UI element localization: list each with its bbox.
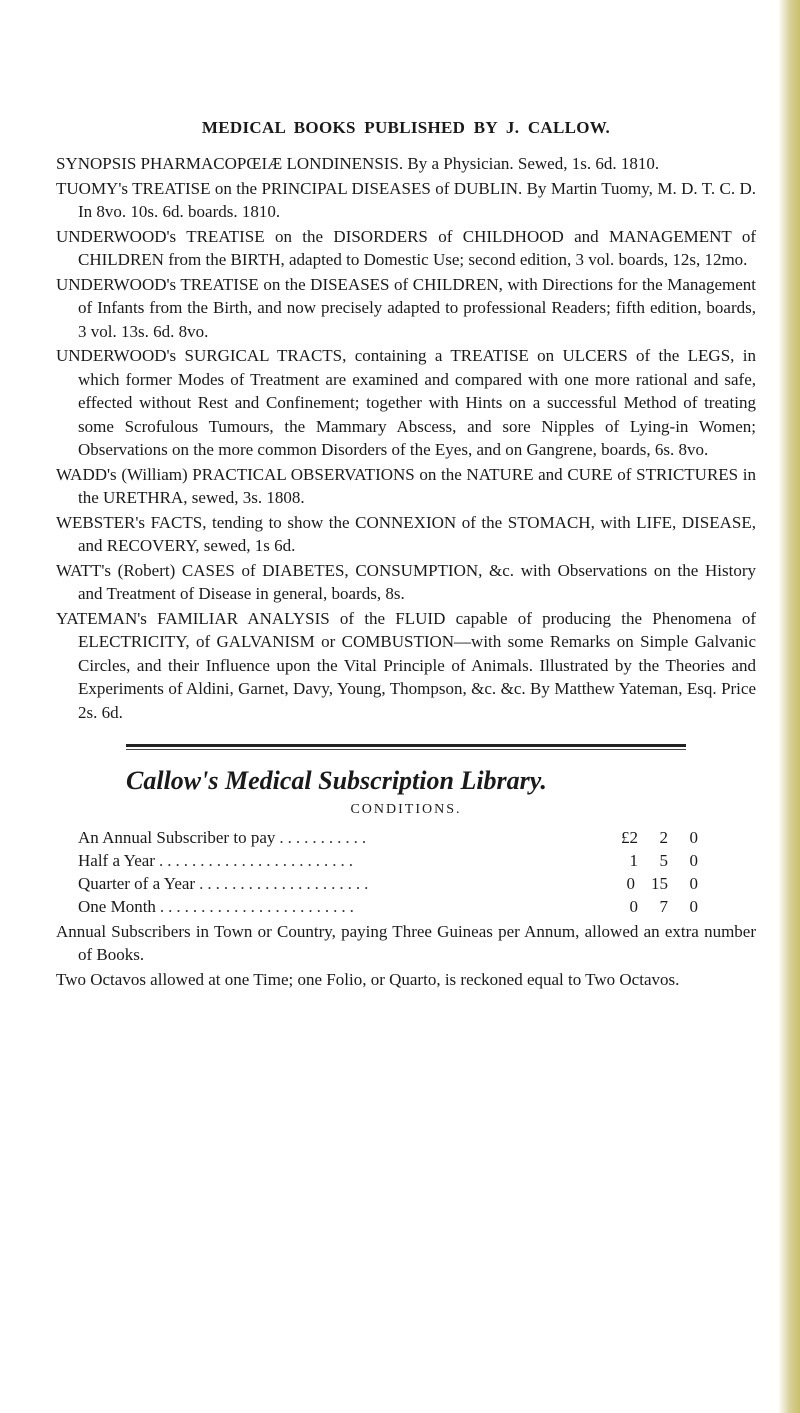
price-shillings: 5 <box>659 851 668 870</box>
catalog-entry: UNDERWOOD's SURGICAL TRACTS, containing a TREATISE on ULCERS of the LEGS, in which former Modes of Treatment are examined and compared with one more rational and safe, effected without Rest and Confinement; together with Hints on a successful Method of treating some Scrofulous Tumours, the Mammary Abscess, and sore Nipples of Lying-in Women; Observations on the more common Disorders of the Eyes, and on Gangrene, boards, 6s. 8vo. <box>56 346 756 459</box>
leader-dots: ..................... <box>199 874 373 893</box>
leader-dots: ........................ <box>158 851 357 870</box>
price-pence: 0 <box>689 851 698 870</box>
price-pounds: 0 <box>626 874 635 893</box>
subscription-note: Two Octavos allowed at one Time; one Folio, or Quarto, is reckoned equal to Two Octavos. <box>56 970 680 989</box>
price-shillings: 7 <box>659 897 668 916</box>
catalog-entry: WADD's (William) PRACTICAL OBSERVATIONS on the NATURE and CURE of STRICTURES in the URETHRA, sewed, 3s. 1808. <box>56 464 756 507</box>
price-row <box>78 826 698 849</box>
catalog-entry: YATEMAN's FAMILIAR ANALYSIS of the FLUID capable of producing the Phenomena of ELECTRICITY, of GALVANISM or COMBUSTION—with some Remarks on Simple Galvanic Circles, and their Influence upon the Vital Principle of Animals. Illustrated by the Theories and Experiments of Aldini, Garnet, Davy, Young, Thompson, &c. &c. By Matthew Yateman, Esq. Price 2s. 6d. <box>56 608 756 722</box>
conditions-heading: CONDITIONS. <box>350 802 462 817</box>
price-pounds: £2 <box>621 828 638 847</box>
price-label: An Annual Subscriber to pay <box>78 828 276 847</box>
price-shillings: 15 <box>651 874 668 893</box>
page-edge <box>778 0 800 1413</box>
price-label: Quarter of a Year <box>78 874 196 893</box>
divider-thin-line <box>126 749 686 750</box>
price-row <box>78 872 698 895</box>
catalog-entry: UNDERWOOD's TREATISE on the DISEASES of CHILDREN, with Directions for the Management of Infants from the Birth, and now precisely adapted to professional Readers; fifth edition, boards, 3 vol. 13s. 6d. 8vo. <box>56 274 756 341</box>
price-amount <box>606 826 698 849</box>
page-content <box>56 118 756 993</box>
price-pounds: 1 <box>629 851 638 870</box>
price-row <box>78 849 698 872</box>
leader-dots: ........... <box>279 828 371 847</box>
price-label: One Month <box>78 897 156 916</box>
catalog-entry: SYNOPSIS PHARMACOPŒIÆ LONDINENSIS. By a Physician. Sewed, 1s. 6d. 1810. <box>56 154 660 173</box>
price-pence: 0 <box>689 897 698 916</box>
price-pounds: 0 <box>629 897 638 916</box>
price-row <box>78 895 698 918</box>
catalog-entry: TUOMY's TREATISE on the PRINCIPAL DISEASES of DUBLIN. By Martin Tuomy, M. D. T. C. D. In 8vo. 10s. 6d. boards. 1810. <box>56 178 756 221</box>
divider-thick-line <box>126 744 686 747</box>
catalog-entry: UNDERWOOD's TREATISE on the DISORDERS of CHILDHOOD and MANAGEMENT of CHILDREN from the BIRTH, adapted to Domestic Use; second edition, 3 vol. boards, 12s, 12mo. <box>56 226 756 269</box>
price-amount <box>606 872 698 895</box>
section-divider <box>126 744 686 750</box>
catalog-entry: WEBSTER's FACTS, tending to show the CONNEXION of the STOMACH, with LIFE, DISEASE, and RECOVERY, sewed, 1s 6d. <box>56 512 756 555</box>
price-list <box>78 826 698 918</box>
price-amount <box>606 849 698 872</box>
price-amount <box>606 895 698 918</box>
price-pence: 0 <box>689 874 698 893</box>
price-label: Half a Year <box>78 851 155 870</box>
subscription-note: Annual Subscribers in Town or Country, paying Three Guineas per Annum, allowed an extra number of Books. <box>56 922 756 964</box>
library-title: Callow's Medical Subscription Library. <box>126 766 547 795</box>
leader-dots: ........................ <box>159 897 358 916</box>
price-pence: 0 <box>689 828 698 847</box>
catalog-entry: WATT's (Robert) CASES of DIABETES, CONSUMPTION, &c. with Observations on the History and Treatment of Disease in general, boards, 8s. <box>56 560 756 603</box>
running-head: MEDICAL BOOKS PUBLISHED BY J. CALLOW. <box>201 118 611 137</box>
price-shillings: 2 <box>659 828 668 847</box>
